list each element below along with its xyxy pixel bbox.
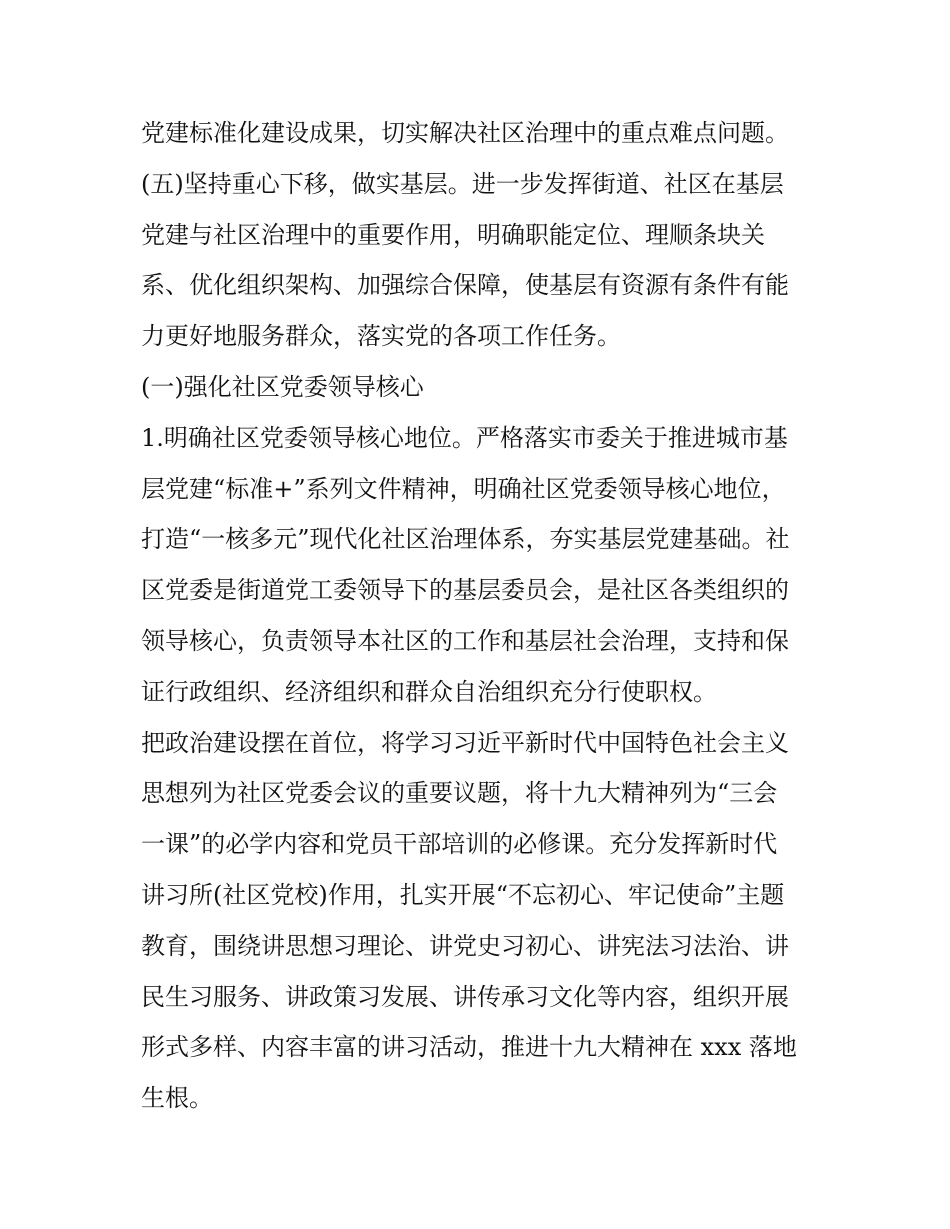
text-line: 一课”的必学内容和党员干部培训的必修课。充分发挥新时代 — [141, 830, 778, 859]
subsection-heading: (一)强化社区党委领导核心 — [141, 372, 424, 401]
text-line: 层党建“标准+”系列文件精神，明确社区党委领导核心地位， — [141, 474, 786, 503]
text-line: 证行政组织、经济组织和群众自治组织充分行使职权。 — [141, 677, 717, 706]
section-heading-line: (五)坚持重心下移，做实基层。进一步发挥街道、社区在基层 — [141, 169, 784, 198]
text-line: 形式多样、内容丰富的讲习活动，推进十九大精神在 xxx 落地 — [141, 1033, 797, 1062]
text-line: 区党委是街道党工委领导下的基层委员会，是社区各类组织的 — [141, 576, 789, 605]
paragraph-start-line: 把政治建设摆在首位，将学习习近平新时代中国特色社会主义 — [141, 728, 789, 757]
document-body — [141, 108, 821, 1124]
text-line: 讲习所(社区党校)作用，扎实开展“不忘初心、牢记使命”主题 — [141, 880, 785, 909]
text-line: 力更好地服务群众，落实党的各项工作任务。 — [141, 322, 621, 351]
text-line: 生根。 — [141, 1084, 213, 1113]
text-line: 打造“一核多元”现代化社区治理体系，夯实基层党建基础。社 — [141, 525, 790, 554]
text-line: 领导核心，负责领导本社区的工作和基层社会治理，支持和保 — [141, 626, 789, 655]
text-line: 党建标准化建设成果，切实解决社区治理中的重点难点问题。 — [141, 119, 789, 147]
text-line: 党建与社区治理中的重要作用，明确职能定位、理顺条块关 — [141, 220, 765, 249]
text-line: 思想列为社区党委会议的重要议题，将十九大精神列为“三会 — [141, 779, 778, 808]
text-line: 民生习服务、讲政策习发展、讲传承习文化等内容，组织开展 — [141, 982, 789, 1011]
text-line: 系、优化组织架构、加强综合保障，使基层有资源有条件有能 — [141, 271, 789, 300]
text-line: 教育，围绕讲思想习理论、讲党史习初心、讲宪法习法治、讲 — [141, 931, 789, 960]
numbered-item-line: 1.明确社区党委领导核心地位。严格落实市委关于推进城市基 — [141, 423, 788, 452]
